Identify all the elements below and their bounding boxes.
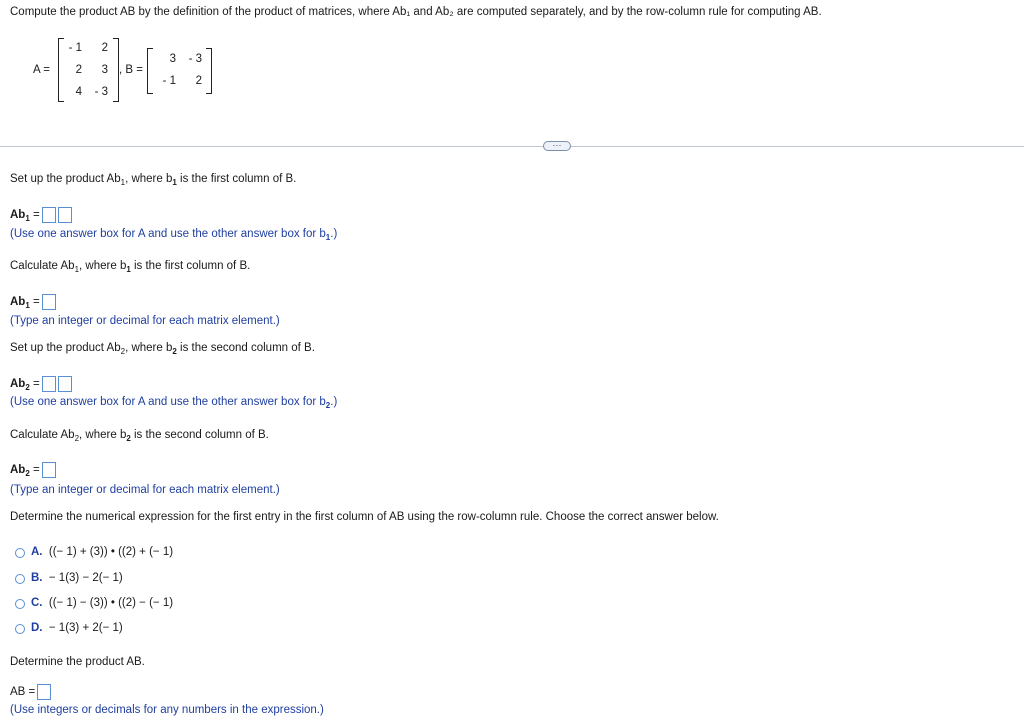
part3-prompt: Set up the product $Ab_2$, where $b_2$ is the second column of B. <box>10 342 315 356</box>
part3-answer-row: $Ab_2$ = <box>10 376 72 392</box>
answer-box-ab1[interactable] <box>42 294 56 310</box>
option-c-radio[interactable] <box>15 599 25 609</box>
more-button[interactable]: ··· <box>543 141 571 151</box>
part2-answer-row: $Ab_1$ = <box>10 294 56 310</box>
part4-answer-row: $Ab_2$ = <box>10 462 56 478</box>
option-c[interactable]: C. ((− 1) − (3)) • ((2) − (− 1) <box>31 597 174 609</box>
part3-instruction: (Use one answer box for A and use the other answer box for $b_2$.) <box>10 396 338 410</box>
part4-instruction: (Type an integer or decimal for each matrix element.) <box>10 484 280 496</box>
matrix-a-label: A = <box>33 64 50 76</box>
answer-box-b1[interactable] <box>58 207 72 223</box>
matrix-b-cell: 2 <box>195 75 202 87</box>
answer-box-a2[interactable] <box>42 376 56 392</box>
matrix-a-cell: 2 <box>75 64 82 76</box>
option-d-radio[interactable] <box>15 624 25 634</box>
part2-instruction: (Type an integer or decimal for each matrix element.) <box>10 315 280 327</box>
section-divider <box>0 146 1024 147</box>
matrix-b-cell: - 3 <box>188 53 202 65</box>
matrix-a-cell: - 3 <box>94 86 108 98</box>
option-d[interactable]: D. − 1(3) + 2(− 1) <box>31 622 123 634</box>
part1-prompt: Set up the product $Ab_1$, where $b_1$ is the first column of B. <box>10 173 297 187</box>
part1-answer-row: $Ab_1$ = <box>10 207 72 223</box>
matrix-a-cell: 4 <box>75 86 82 98</box>
matrix-b-cell: 3 <box>169 53 176 65</box>
part5-prompt: Determine the numerical expression for the first entry in the first column of AB using the row-column rule. Choose the correct answer below. <box>10 511 719 523</box>
option-b-radio[interactable] <box>15 574 25 584</box>
matrix-a-cell: - 1 <box>68 42 82 54</box>
part2-prompt: Calculate $Ab_1$, where $b_1$ is the first column of B. <box>10 260 251 274</box>
question-text: Compute the product AB by the definition of the product of matrices, where Ab₁ and Ab₂ are computed separately, and by the row-column rule for computing AB. <box>10 6 822 18</box>
matrix-b-cell: - 1 <box>162 75 176 87</box>
option-a-radio[interactable] <box>15 548 25 558</box>
matrix-a-cell: 3 <box>101 64 108 76</box>
answer-box-ab2[interactable] <box>42 462 56 478</box>
matrix-b-left-bracket <box>147 48 153 94</box>
part6-instruction: (Use integers or decimals for any numbers in the expression.) <box>10 704 324 716</box>
part4-prompt: Calculate $Ab_2$, where $b_2$ is the second column of B. <box>10 429 269 443</box>
part6-answer-row: AB = <box>10 684 51 700</box>
matrix-a-cell: 2 <box>101 42 108 54</box>
part6-prompt: Determine the product AB. <box>10 656 145 668</box>
matrix-b-label: , B = <box>119 64 143 76</box>
answer-box-ab[interactable] <box>37 684 51 700</box>
answer-box-b2[interactable] <box>58 376 72 392</box>
answer-box-a[interactable] <box>42 207 56 223</box>
option-b[interactable]: B. − 1(3) − 2(− 1) <box>31 572 123 584</box>
part1-instruction: (Use one answer box for A and use the other answer box for $b_1$.) <box>10 228 338 242</box>
option-a[interactable]: A. ((− 1) + (3)) • ((2) + (− 1) <box>31 546 174 558</box>
matrix-b-right-bracket <box>206 48 212 94</box>
